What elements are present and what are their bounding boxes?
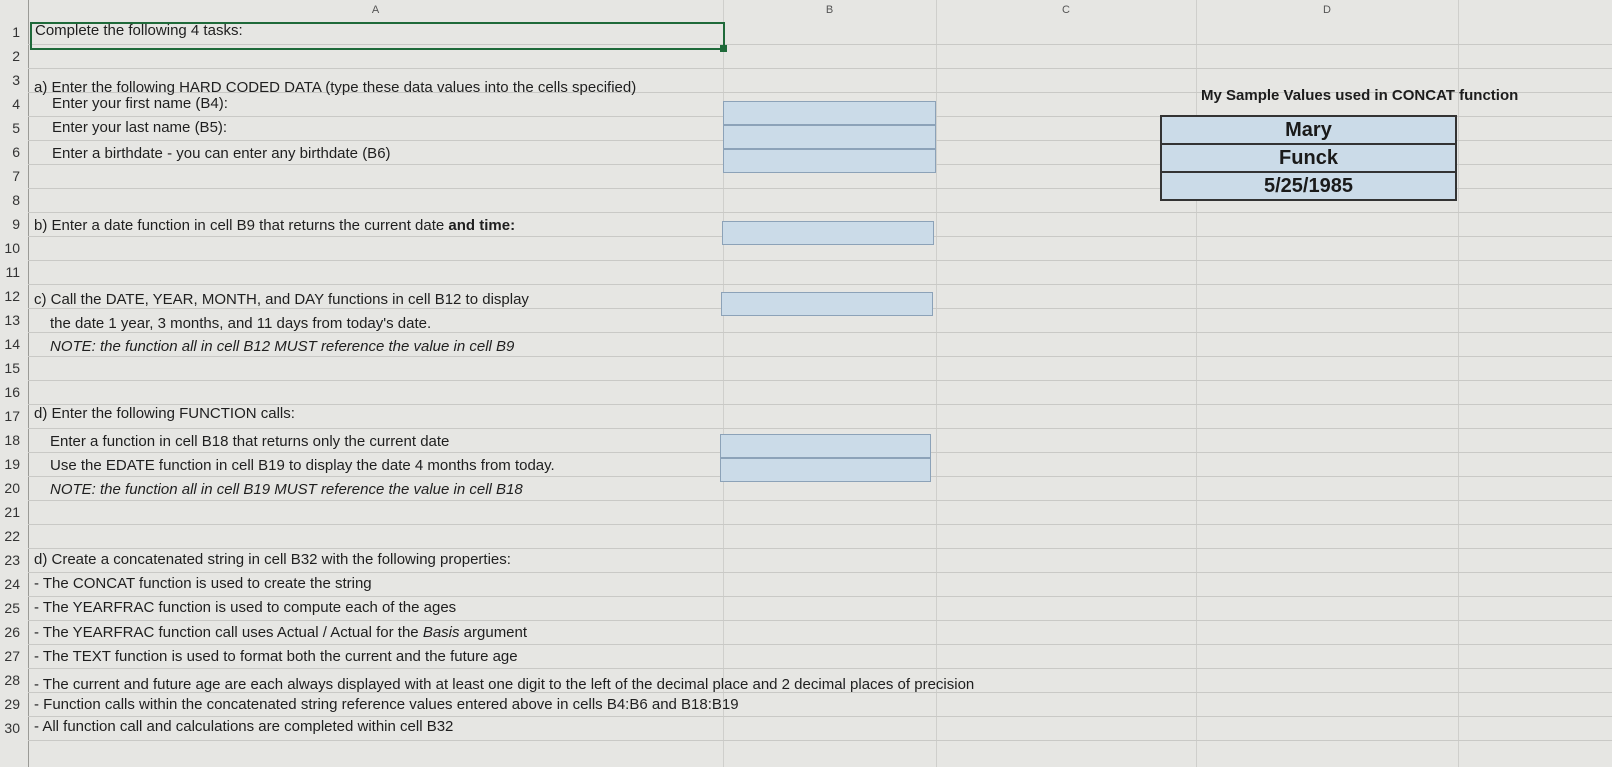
row-header-12[interactable]: 12	[4, 288, 20, 304]
cell-b4[interactable]	[723, 101, 936, 125]
cell-b12[interactable]	[721, 292, 933, 316]
row-header-13[interactable]: 13	[4, 312, 20, 328]
cell-a9[interactable]	[34, 217, 515, 234]
row-gridline	[28, 548, 1612, 549]
cell-a24[interactable]: - The CONCAT function is used to create the string	[34, 575, 372, 592]
row-header-24[interactable]: 24	[4, 576, 20, 592]
cell-b9[interactable]	[722, 221, 934, 245]
column-header-d[interactable]: D	[1323, 4, 1331, 16]
row-header-14[interactable]: 14	[4, 336, 20, 352]
row-gridline	[28, 620, 1612, 621]
row-header-16[interactable]: 16	[4, 384, 20, 400]
cell-a1[interactable]: Complete the following 4 tasks:	[35, 22, 243, 39]
cell-a17[interactable]: d) Enter the following FUNCTION calls:	[34, 405, 295, 422]
cell-a19[interactable]: Use the EDATE function in cell B19 to display the date 4 months from today.	[50, 457, 555, 474]
row-header-26[interactable]: 26	[4, 624, 20, 640]
cell-a23[interactable]: d) Create a concatenated string in cell B32 with the following properties:	[34, 551, 511, 568]
cell-b18[interactable]	[720, 434, 931, 458]
row-header-11[interactable]: 11	[5, 264, 20, 280]
cell-b6[interactable]	[723, 149, 936, 173]
cell-a9-bold: and time:	[448, 217, 516, 234]
cell-a30[interactable]: - All function call and calculations are completed within cell B32	[34, 718, 454, 735]
row-header-2[interactable]: 2	[12, 48, 20, 64]
row-gridline	[28, 716, 1612, 717]
row-gridline	[28, 668, 1612, 669]
cell-a29[interactable]: - Function calls within the concatenated string reference values entered above in cells B4:B6 and B18:B19	[34, 696, 739, 713]
cell-a27[interactable]: - The TEXT function is used to format both the current and the future age	[34, 648, 518, 665]
row-header-6[interactable]: 6	[12, 144, 20, 160]
row-gridline	[28, 596, 1612, 597]
row-header-5[interactable]: 5	[12, 120, 20, 136]
cell-a26[interactable]	[34, 624, 527, 641]
row-gridline	[28, 740, 1612, 741]
row-gridline	[28, 68, 1612, 69]
row-gridline	[28, 572, 1612, 573]
column-header-b[interactable]: B	[825, 4, 834, 16]
row-header-22[interactable]: 22	[4, 528, 20, 544]
cell-a28[interactable]: - The current and future age are each always displayed with at least one digit to the left of the decimal place and 2 decimal places of precision	[34, 676, 975, 693]
cell-b5[interactable]	[723, 125, 936, 149]
cell-a6[interactable]: Enter a birthdate - you can enter any birthdate (B6)	[52, 145, 391, 162]
column-header-c[interactable]: C	[1062, 4, 1070, 16]
cell-a18[interactable]: Enter a function in cell B18 that returns only the current date	[50, 433, 450, 450]
cell-a26-text: - The YEARFRAC function call uses Actual / Actual for the	[34, 624, 423, 641]
row-gridline	[28, 332, 1612, 333]
row-header-15[interactable]: 15	[4, 360, 20, 376]
cell-a9-text: b) Enter a date function in cell B9 that returns the current date	[34, 217, 449, 234]
row-header-4[interactable]: 4	[12, 96, 20, 112]
row-gridline	[28, 524, 1612, 525]
row-gridline	[28, 260, 1612, 261]
cell-a3[interactable]: a) Enter the following HARD CODED DATA (type these data values into the cells specified)	[34, 79, 637, 96]
cell-a13[interactable]: the date 1 year, 3 months, and 11 days from today's date.	[50, 315, 432, 332]
row-header-25[interactable]: 25	[4, 600, 20, 616]
row-header-18[interactable]: 18	[4, 432, 20, 448]
cell-a5[interactable]: Enter your last name (B5):	[52, 119, 228, 136]
row-header-21[interactable]: 21	[4, 504, 20, 520]
row-gridline	[28, 380, 1612, 381]
row-header-7[interactable]: 7	[12, 168, 20, 184]
fill-handle[interactable]	[720, 45, 727, 52]
cell-a4[interactable]: Enter your first name (B4):	[52, 95, 228, 112]
row-header-3[interactable]: 3	[12, 72, 20, 88]
row-header-27[interactable]: 27	[4, 648, 20, 664]
cell-b19[interactable]	[720, 458, 931, 482]
row-gridline	[28, 284, 1612, 285]
cell-a14[interactable]: NOTE: the function all in cell B12 MUST reference the value in cell B9	[50, 338, 515, 355]
cell-a20[interactable]: NOTE: the function all in cell B19 MUST reference the value in cell B18	[50, 481, 523, 498]
row-header-23[interactable]: 23	[4, 552, 20, 568]
column-header-a[interactable]: A	[371, 4, 380, 16]
row-header-29[interactable]: 29	[4, 696, 20, 712]
row-header-30[interactable]: 30	[4, 720, 20, 736]
row-header-10[interactable]: 10	[4, 240, 20, 256]
row-header-9[interactable]: 9	[12, 216, 20, 232]
cell-a12[interactable]: c) Call the DATE, YEAR, MONTH, and DAY functions in cell B12 to display	[34, 291, 529, 308]
cell-a25[interactable]: - The YEARFRAC function is used to compute each of the ages	[34, 599, 457, 616]
sample-values-title[interactable]: My Sample Values used in CONCAT function	[1201, 87, 1519, 104]
row-gridline	[28, 212, 1612, 213]
cell-a26-italic: Basis	[422, 624, 460, 641]
row-gridline	[28, 644, 1612, 645]
sample-first-name[interactable]: Mary	[1160, 115, 1457, 145]
row-gridline	[28, 356, 1612, 357]
row-gridline	[28, 500, 1612, 501]
sample-last-name[interactable]: Funck	[1160, 143, 1457, 173]
row-header-19[interactable]: 19	[4, 456, 20, 472]
row-header-8[interactable]: 8	[12, 192, 20, 208]
cell-a26-tail: argument	[459, 624, 528, 641]
row-header-17[interactable]: 17	[4, 408, 20, 424]
row-header-1[interactable]: 1	[12, 24, 20, 40]
row-header-20[interactable]: 20	[4, 480, 20, 496]
row-gridline	[28, 428, 1612, 429]
sample-birthdate[interactable]: 5/25/1985	[1160, 171, 1457, 201]
row-header-28[interactable]: 28	[4, 672, 20, 688]
